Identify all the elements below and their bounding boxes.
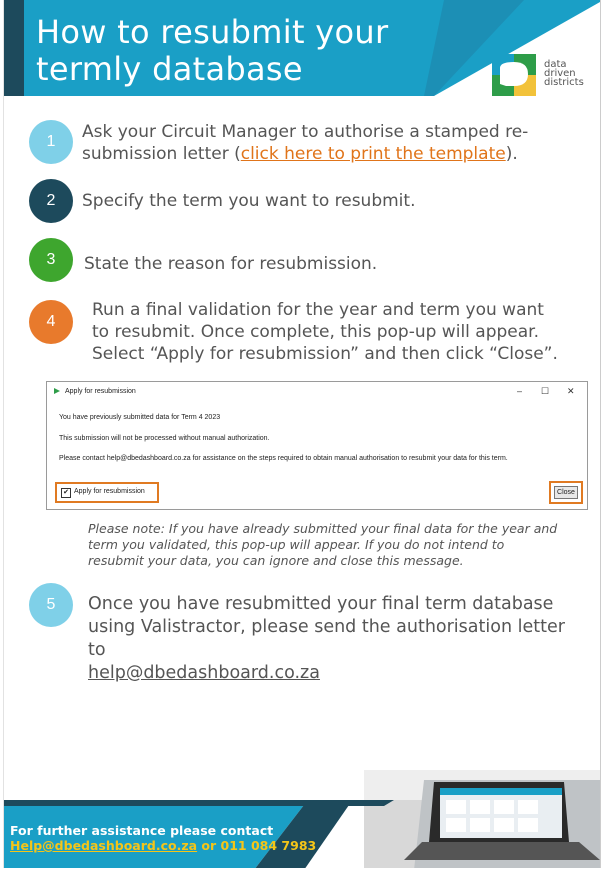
maximize-button[interactable]: ☐ <box>541 386 550 396</box>
footer-line2 <box>10 838 316 853</box>
footer-phone[interactable]: 011 084 7983 <box>220 838 317 853</box>
step-4-text: Run a final validation for the year and term you want to resubmit. Once complete, this pop-up will appear. Select “Apply for resubmission” and then click “Close”. <box>92 300 558 364</box>
step-number: 4 <box>46 313 56 330</box>
dialog-title: Apply for resubmission <box>65 388 136 395</box>
footer-connector: or <box>197 838 221 853</box>
dialog-message-line: This submission will not be processed without manual authorization. <box>59 435 270 442</box>
dialog-message-line: Please contact help@dbedashboard.co.za for assistance on the steps required to obtain manual authorisation to resubmit your data for this term. <box>59 455 508 462</box>
step-1-text-after: ). <box>505 144 518 164</box>
logo-word: districts <box>544 77 584 88</box>
step-number: 1 <box>46 133 56 150</box>
step-1-text-before: Ask your Circuit Manager to authorise a stamped re-submission letter ( <box>82 122 529 164</box>
logo-word: data <box>544 59 567 70</box>
print-template-link[interactable]: click here to print the template <box>240 144 506 164</box>
step-5-number-badge <box>29 583 73 627</box>
close-button[interactable]: Close <box>554 486 578 499</box>
footer-contact <box>10 823 316 853</box>
logo-word: driven <box>544 68 576 79</box>
please-note-text: Please note: If you have already submitted your final data for the year and term you validated, this pop-up will appear. If you do not intend to resubmit your data, you can ignore and close this message. <box>88 521 558 568</box>
step-number: 3 <box>46 251 56 268</box>
step-1-number-badge <box>29 120 73 164</box>
step-5-text <box>88 593 568 685</box>
minimize-button[interactable]: – <box>517 386 523 396</box>
data-driven-districts-logo <box>492 54 536 96</box>
dialog-titlebar <box>47 382 587 402</box>
page-title: How to resubmit your termly database <box>36 13 389 88</box>
page <box>3 0 601 868</box>
close-button-highlight <box>549 481 583 504</box>
footer-banner <box>4 770 600 868</box>
apply-for-resubmission-checkbox[interactable]: ✔ <box>61 488 71 498</box>
step-number: 2 <box>46 192 56 209</box>
step-2-number-badge <box>29 179 73 223</box>
apply-for-resubmission-label[interactable]: Apply for resubmission <box>74 488 145 495</box>
help-email-link[interactable]: help@dbedashboard.co.za <box>88 663 320 683</box>
step-1-text <box>82 121 552 165</box>
dialog-message-line: You have previously submitted data for Term 4 2023 <box>59 414 221 421</box>
apply-for-resubmission-highlight <box>55 482 159 503</box>
window-close-button[interactable]: ✕ <box>567 386 575 396</box>
step-5-text-body: Once you have resubmitted your final term database using Valistractor, please send the authorisation letter to <box>88 594 565 660</box>
step-3-number-badge <box>29 238 73 282</box>
step-4-number-badge <box>29 300 73 344</box>
step-2-text: Specify the term you want to resubmit. <box>82 191 416 211</box>
step-3-text: State the reason for resubmission. <box>84 254 378 274</box>
footer-line1: For further assistance please contact <box>10 823 274 838</box>
footer-email-link[interactable]: Help@dbedashboard.co.za <box>10 838 198 853</box>
app-icon <box>53 387 61 395</box>
logo-text <box>544 60 584 87</box>
resubmission-dialog <box>46 381 588 510</box>
step-number: 5 <box>46 596 56 613</box>
